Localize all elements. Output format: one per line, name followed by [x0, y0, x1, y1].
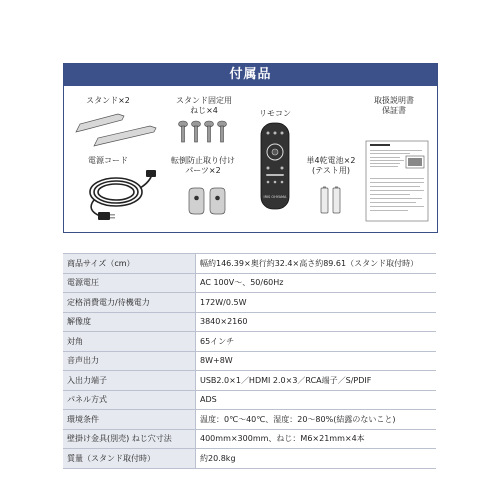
spec-key: 音声出力	[63, 351, 196, 371]
stand-icon	[72, 106, 162, 148]
spec-key: 質量（スタンド取付時）	[63, 449, 196, 469]
table-row	[63, 429, 436, 449]
screw-icon	[176, 120, 232, 148]
table-row	[63, 371, 436, 391]
table-row	[63, 410, 436, 430]
spec-key: 環境条件	[63, 410, 196, 430]
spec-value: ADS	[196, 390, 437, 410]
spec-key: 対角	[63, 332, 196, 352]
spec-value: 65インチ	[196, 332, 437, 352]
spec-key: 定格消費電力/待機電力	[63, 293, 196, 313]
spec-value: 3840×2160	[196, 312, 437, 332]
spec-key: 電源電圧	[63, 273, 196, 293]
spec-value: 温度：0℃〜40℃、湿度：20〜80%(結露のないこと)	[196, 410, 437, 430]
anti-tip-parts-icon	[186, 186, 228, 216]
power-cord-label: 電源コード	[88, 156, 128, 165]
spec-key: 解像度	[63, 312, 196, 332]
spec-key: 壁掛け金具(別売) ねじ穴寸法	[63, 429, 196, 449]
remote-brand: IRIS OHYAMA	[263, 195, 287, 199]
manual-label-2: 保証書	[382, 106, 406, 115]
battery-icon	[318, 186, 344, 214]
spec-key: 入出力端子	[63, 371, 196, 391]
anti-tip-label-2: パーツ×2	[185, 166, 221, 175]
spec-value: 400mm×300mm、ねじ：M6×21mm×4本	[196, 429, 437, 449]
remote-label: リモコン	[259, 109, 291, 118]
spec-table	[63, 253, 436, 469]
manual-icon	[362, 140, 432, 222]
spec-key: パネル方式	[63, 390, 196, 410]
manual-label-1: 取扱説明書	[374, 96, 414, 105]
table-row	[63, 351, 436, 371]
spec-key: 商品サイズ（cm）	[63, 254, 196, 274]
power-cord-icon	[74, 168, 158, 224]
spec-value: AC 100V〜、50/60Hz	[196, 273, 437, 293]
spec-value: 幅約146.39×奥行約32.4×高さ約89.61（スタンド取付時）	[196, 254, 437, 274]
table-row	[63, 312, 436, 332]
accessories-panel	[63, 63, 438, 233]
anti-tip-label-1: 転倒防止取り付け	[171, 156, 235, 165]
spec-value: 8W+8W	[196, 351, 437, 371]
table-row	[63, 390, 436, 410]
spec-value: USB2.0×1／HDMI 2.0×3／RCA端子／S/PDIF	[196, 371, 437, 391]
screws-label-2: ねじ×4	[190, 106, 218, 115]
remote-icon	[260, 122, 290, 210]
table-row	[63, 273, 436, 293]
table-row	[63, 332, 436, 352]
table-row	[63, 449, 436, 469]
batteries-label-1: 単4乾電池×2	[306, 156, 356, 165]
spec-value: 約20.8kg	[196, 449, 437, 469]
table-row	[63, 254, 436, 274]
table-row	[63, 293, 436, 313]
accessories-title: 付属品	[64, 64, 437, 86]
spec-value: 172W/0.5W	[196, 293, 437, 313]
batteries-label-2: (テスト用)	[312, 166, 350, 175]
screws-label-1: スタンド固定用	[176, 96, 232, 105]
stand-label: スタンド×2	[86, 96, 130, 105]
